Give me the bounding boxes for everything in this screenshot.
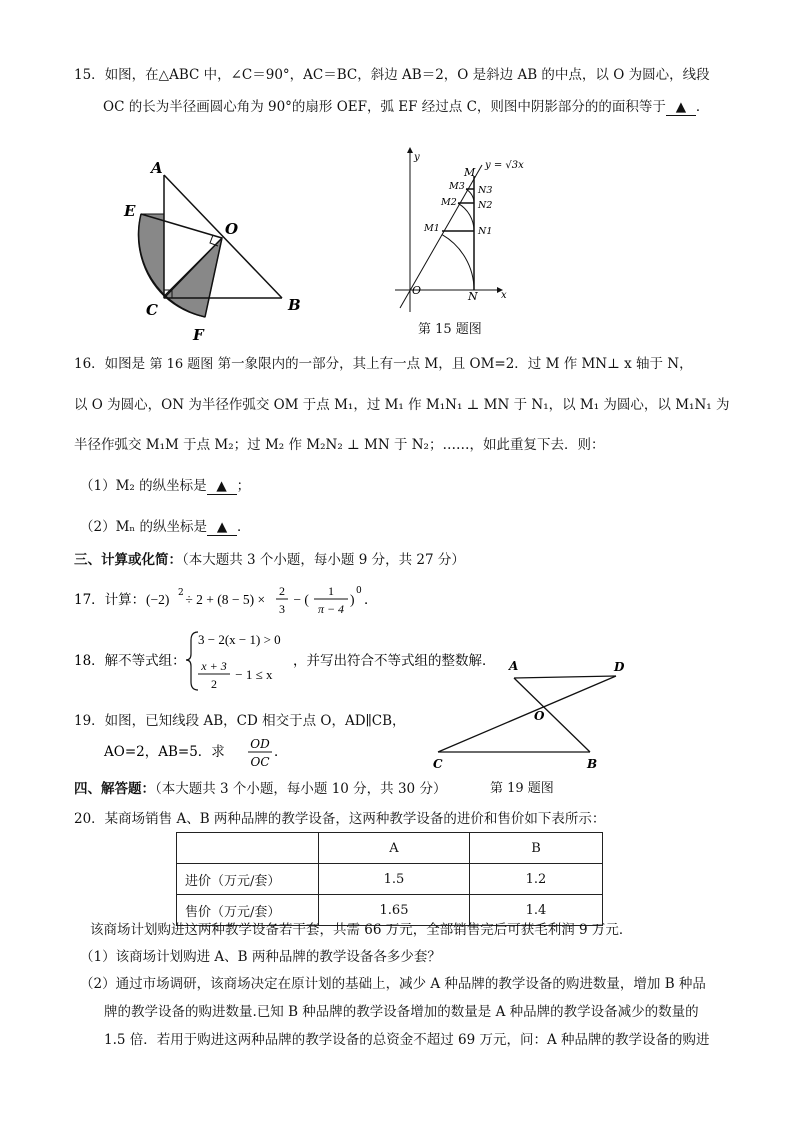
label-line: y = √3x [485, 160, 524, 171]
table-header-cell: A [319, 833, 470, 864]
table-row [177, 864, 603, 895]
svg-text:π − 4: π − 4 [317, 602, 345, 616]
q16-part2-blank: ▲ [207, 519, 237, 536]
label-A: A [151, 159, 163, 177]
table-cell: 1.4 [470, 895, 603, 926]
label-F: F [193, 326, 204, 344]
svg-text:OD: OD [250, 737, 270, 751]
svg-text:3 − 2(x − 1) > 0: 3 − 2(x − 1) > 0 [198, 632, 281, 647]
q19-line1: 19．如图，已知线段 AB，CD 相交于点 O，AD∥CB， [74, 713, 406, 729]
segment-CD-19 [438, 676, 616, 752]
q16-part2: （2）Mₙ 的纵坐标是 ▲ ． [80, 519, 251, 535]
price-table [176, 832, 603, 926]
q20-part2-line2: 牌的教学设备的购进数量.已知 B 种品牌的教学设备增加的数量是 A 种品牌的教学设备减少的数量的 [104, 1004, 699, 1020]
fig19-caption: 第 19 题图 [490, 781, 554, 796]
q16-line2: 以 O 为圆心，ON 为半径作弧交 OM 于点 M₁，过 M₁ 作 M₁N₁ ⊥ MN 于 N₁，以 M₁ 为圆心，以 M₁N₁ 为 [74, 397, 730, 413]
svg-text:1: 1 [328, 584, 334, 598]
svg-text:0: 0 [356, 586, 362, 596]
table-header-cell: B [470, 833, 603, 864]
label-M1: M1 [424, 223, 440, 234]
label-M: M [464, 166, 476, 179]
q16-part1: （1）M₂ 的纵坐标是 ▲ ； [80, 478, 251, 494]
fig16-caption: 第 16 题图 [149, 357, 214, 372]
fig15-caption: 第 15 题图 [418, 322, 482, 337]
table-cell: 1.65 [319, 895, 470, 926]
table-cell: 1.2 [470, 864, 603, 895]
label-C: C [146, 301, 158, 319]
svg-text:18．解不等式组：: 18．解不等式组： [74, 653, 186, 669]
table-cell: 进价（万元/套） [177, 864, 319, 895]
svg-text:x + 3: x + 3 [201, 659, 227, 673]
svg-text:，并写出符合不等式组的整数解．: ，并写出符合不等式组的整数解． [293, 653, 496, 669]
q16-line1: 16．如图是 第 16 题图 第一象限内的一部分，其上有一点 M，且 OM=2．过 M 作 MN⊥ x 轴于 N， [74, 356, 693, 372]
q16-line3: 半径作弧交 M₁M 于点 M₂；过 M₂ 作 M₂N₂ ⊥ MN 于 N₂；……，如此重复下去．则： [74, 437, 605, 453]
label-B: B [288, 296, 301, 314]
label-M2: M2 [441, 197, 457, 208]
q20-part1: （1）该商场计划购进 A、B 两种品牌的教学设备各多少套？ [80, 949, 441, 965]
q20-part2-line3: 1.5 倍．若用于购进这两种品牌的教学设备的总资金不超过 69 万元，问：A 种品牌的教学设备的购进 [104, 1032, 710, 1048]
svg-text:AO=2，AB=5．求: AO=2，AB=5．求 [104, 744, 225, 760]
label-y: y [414, 152, 420, 163]
svg-text:3: 3 [279, 602, 285, 616]
q20-plan: 该商场计划购进这两种教学设备若干套，共需 66 万元，全部销售完后可获毛利润 9 万元． [90, 922, 633, 938]
svg-text:− (: − ( [290, 592, 309, 607]
label-E: E [124, 202, 136, 220]
label-M3: M3 [449, 181, 465, 192]
table-header-row [177, 833, 603, 864]
segment-AD-19 [514, 676, 616, 678]
svg-text:2: 2 [211, 677, 217, 691]
svg-text:÷ 2 + (8 − 5) ×: ÷ 2 + (8 − 5) × [182, 592, 269, 607]
label-B-19: B [587, 757, 598, 771]
q15-line2: OC 的长为半径画圆心角为 90°的扇形 OEF，弧 EF 经过点 C，则图中阴影部分的的面积等于 ▲ ． [103, 99, 710, 115]
label-N2: N2 [478, 200, 493, 211]
svg-text:2: 2 [279, 584, 285, 598]
q16-part1-blank: ▲ [207, 478, 237, 495]
label-O-origin: O [412, 284, 422, 297]
label-A-19: A [509, 659, 519, 673]
svg-text:): ) [350, 592, 355, 607]
q19-line2 [104, 734, 288, 774]
svg-text:− 1 ≤ x: − 1 ≤ x [232, 667, 273, 682]
svg-text:2: 2 [178, 588, 184, 598]
label-N3: N3 [478, 185, 493, 196]
q20-intro: 20．某商场销售 A、B 两种品牌的教学设备，这两种教学设备的进价和售价如下表所示： [74, 811, 606, 827]
svg-text:17．计算：: 17．计算： [74, 592, 146, 608]
table-header-cell [177, 833, 319, 864]
q15-answer-blank: ▲ [666, 99, 696, 116]
svg-text:(−2): (−2) [146, 592, 170, 607]
label-O-19: O [534, 709, 545, 723]
label-N1: N1 [478, 226, 493, 237]
table-cell: 售价（万元/套） [177, 895, 319, 926]
section-4-heading: 四、解答题：（本大题共 3 个小题，每小题 10 分，共 30 分） [74, 781, 447, 797]
svg-text:．: ． [364, 592, 378, 608]
q15-line1: 15．如图，在△ABC 中，∠C＝90°，AC＝BC，斜边 AB＝2，O 是斜边 AB 的中点，以 O 为圆心，线段 [74, 67, 710, 83]
label-D-19: D [614, 660, 625, 674]
q19-expression [104, 734, 288, 774]
q20-part2-line1: （2）通过市场调研，该商场决定在原计划的基础上，减少 A 种品牌的教学设备的购进数量，增加 B 种品 [80, 976, 706, 992]
svg-text:OC: OC [250, 755, 270, 769]
table-cell: 1.5 [319, 864, 470, 895]
label-x: x [501, 290, 507, 301]
section-3-heading: 三、计算或化简：（本大题共 3 个小题，每小题 9 分，共 27 分） [74, 552, 465, 568]
label-N: N [468, 290, 478, 303]
label-O: O [225, 220, 239, 238]
label-C-19: C [433, 757, 443, 771]
svg-text:．: ． [274, 744, 288, 760]
